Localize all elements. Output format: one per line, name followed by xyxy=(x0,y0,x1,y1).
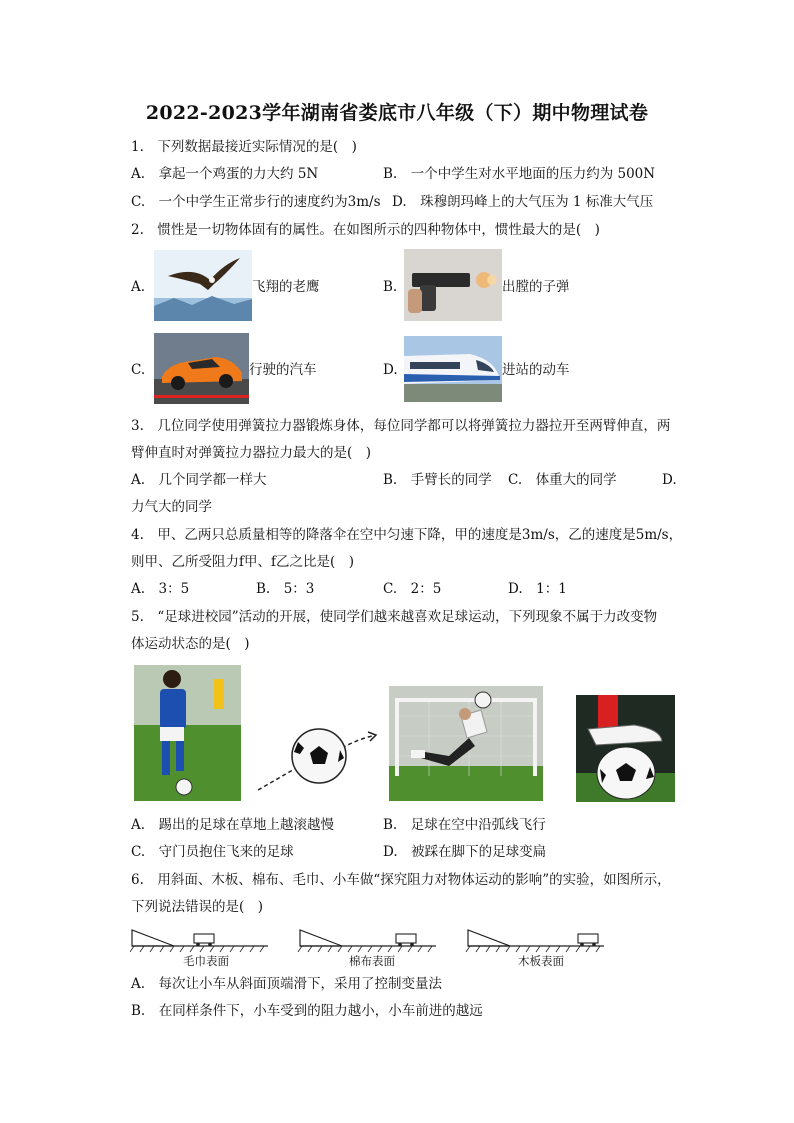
q3-option-d-letter: D. xyxy=(662,472,677,488)
q2-option-a-text: 飞翔的老鹰 xyxy=(252,279,320,295)
q3-option-d-text: 力气大的同学 xyxy=(131,499,212,515)
stepped-ball-image xyxy=(576,695,675,802)
q3-stem-line2: 臂伸直时对弹簧拉力器拉力最大的是( ) xyxy=(131,445,372,461)
q5-stem-line2: 体运动状态的是( ) xyxy=(131,636,250,652)
q5-stem-line1: 5. “足球进校园”活动的开展，使同学们越来越喜欢足球运动，下列现象不属于力改变物 xyxy=(131,609,658,625)
race-car-image xyxy=(154,333,249,404)
q4-option-a: A. 3：5 xyxy=(131,581,190,597)
surface-label-towel: 毛巾表面 xyxy=(183,954,229,968)
q2-option-a-letter: A. xyxy=(131,279,146,295)
q4-stem-line2: 则甲、乙所受阻力f甲、f乙之比是( ) xyxy=(131,554,355,570)
surface-label-cotton: 棉布表面 xyxy=(349,954,395,968)
ball-trajectory-image xyxy=(256,724,378,794)
incline-experiment-diagram xyxy=(130,920,610,954)
q3-option-c: C. 体重大的同学 xyxy=(508,472,617,488)
eagle-image xyxy=(154,250,252,321)
surface-label-wood: 木板表面 xyxy=(518,954,564,968)
q6-stem-line2: 下列说法错误的是( ) xyxy=(131,899,264,915)
q5-option-a: A. 踢出的足球在草地上越滚越慢 xyxy=(131,817,335,833)
q5-option-b: B. 足球在空中沿弧线飞行 xyxy=(383,817,546,833)
bullet-gun-image xyxy=(404,249,502,321)
incline-setup-towel xyxy=(130,930,268,952)
q1-option-b: B. 一个中学生对水平地面的压力约为 500N xyxy=(383,166,656,182)
q3-option-a: A. 几个同学都一样大 xyxy=(131,472,267,488)
bullet-train-image xyxy=(404,336,502,402)
q4-option-c: C. 2：5 xyxy=(383,581,442,597)
q1-option-c: C. 一个中学生正常步行的速度约为3m/s xyxy=(131,194,381,210)
q6-stem-line1: 6. 用斜面、木板、棉布、毛巾、小车做“探究阻力对物体运动的影响”的实验，如图所示， xyxy=(131,872,671,888)
q2-option-c-letter: C. xyxy=(131,362,146,378)
kicking-ball-image xyxy=(134,665,241,801)
q1-option-a: A. 拿起一个鸡蛋的力大约 5N xyxy=(131,166,319,182)
q2-option-b-text: 出膛的子弹 xyxy=(502,279,570,295)
q2-option-c-text: 行驶的汽车 xyxy=(249,362,317,378)
q4-option-d: D. 1：1 xyxy=(508,581,567,597)
q1-option-d: D. 珠穆朗玛峰上的大气压为 1 标准大气压 xyxy=(392,194,654,210)
q6-option-b: B. 在同样条件下，小车受到的阻力越小，小车前进的越远 xyxy=(131,1003,483,1019)
q4-option-b: B. 5：3 xyxy=(256,581,315,597)
q5-option-d: D. 被踩在脚下的足球变扁 xyxy=(383,844,547,860)
goalkeeper-image xyxy=(389,686,543,801)
q2-option-b-letter: B. xyxy=(383,279,398,295)
incline-setup-wood xyxy=(466,930,604,952)
q2-option-d-letter: D. xyxy=(383,362,398,378)
q6-option-a: A. 每次让小车从斜面顶端滑下，采用了控制变量法 xyxy=(131,976,443,992)
q5-option-c: C. 守门员抱住飞来的足球 xyxy=(131,844,294,860)
q3-option-b: B. 手臂长的同学 xyxy=(383,472,492,488)
q1-stem: 1. 下列数据最接近实际情况的是( ) xyxy=(131,139,357,155)
q4-stem-line1: 4. 甲、乙两只总质量相等的降落伞在空中匀速下降，甲的速度是3m/s，乙的速度是5m/s， xyxy=(131,527,683,543)
q3-stem-line1: 3. 几位同学使用弹簧拉力器锻炼身体，每位同学都可以将弹簧拉力器拉开至两臂伸直，两 xyxy=(131,418,671,434)
incline-setup-cotton xyxy=(298,930,436,952)
q2-option-d-text: 进站的动车 xyxy=(502,362,570,378)
q2-stem: 2. 惯性是一切物体固有的属性。在如图所示的四种物体中，惯性最大的是( ) xyxy=(131,222,600,238)
exam-title: 2022-2023学年湖南省娄底市八年级（下）期中物理试卷 xyxy=(145,102,649,124)
